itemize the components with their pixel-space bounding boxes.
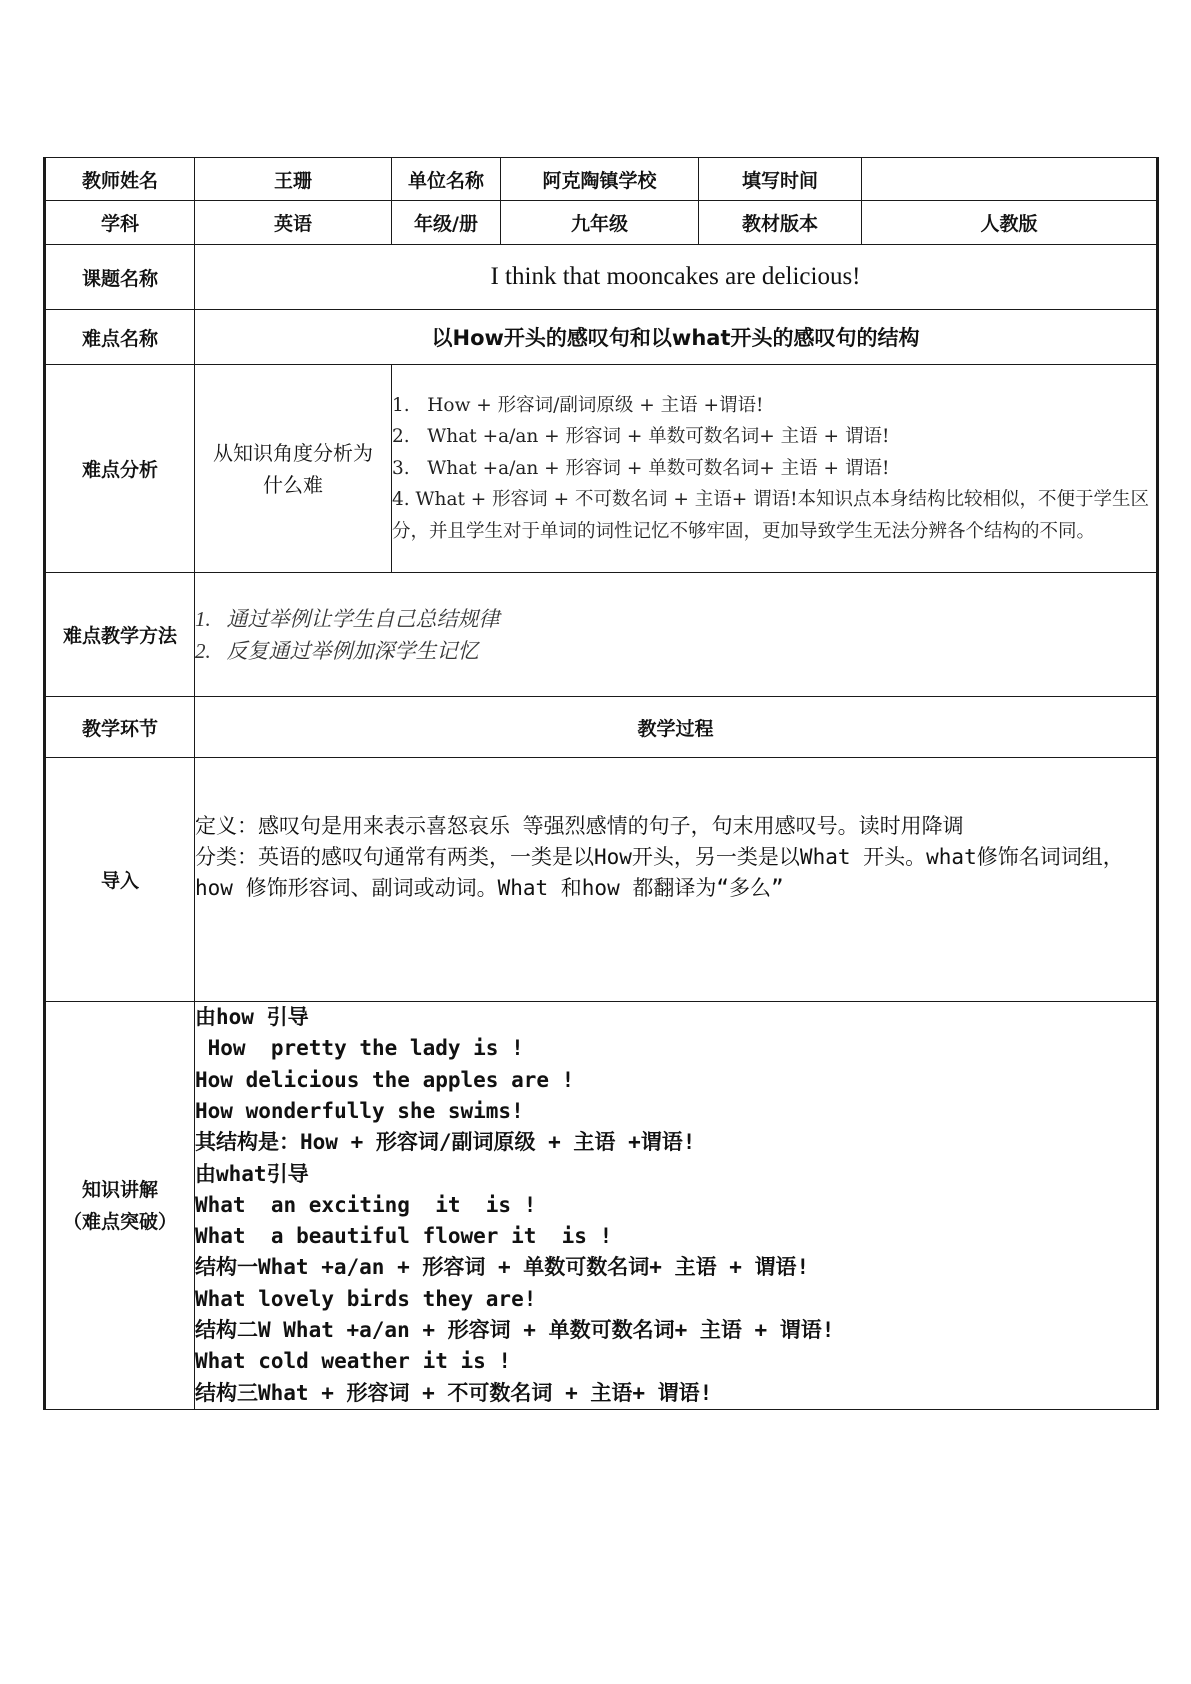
analysis-row [45, 365, 1158, 573]
knowledge-line: What lovely birds they are! [195, 1286, 537, 1311]
lesson-plan-table [43, 157, 1159, 1410]
teacher-name-label: 教师姓名 [45, 158, 195, 201]
unit-name-value: 阿克陶镇学校 [501, 158, 699, 201]
teaching-stage-label: 教学环节 [45, 697, 195, 758]
analysis-line-1: 1. How + 形容词/副词原级 + 主语 +谓语! [392, 394, 764, 416]
topic-row [45, 245, 1158, 310]
knowledge-line: How wonderfully she swims! [195, 1098, 524, 1123]
analysis-line-4: 4. What + 形容词 + 不可数名词 + 主语+ 谓语!本知识点本身结构比较相似，不便于学生区分，并且学生对于单词的词性记忆不够牢固，更加导致学生无法分辨各个结构的不同。 [392, 489, 1150, 542]
knowledge-content [195, 1002, 1158, 1410]
knowledge-line: How delicious the apples are ! [195, 1067, 575, 1092]
grade-label: 年级/册 [392, 201, 501, 245]
analysis-content [392, 365, 1158, 573]
unit-name-label: 单位名称 [392, 158, 501, 201]
knowledge-label [45, 1002, 195, 1410]
subject-value: 英语 [195, 201, 392, 245]
knowledge-line: 结构一What +a/an + 形容词 + 单数可数名词+ 主语 + 谓语! [195, 1255, 810, 1280]
topic-value: I think that mooncakes are delicious! [195, 245, 1158, 310]
knowledge-line: 结构二W What +a/an + 形容词 + 单数可数名词+ 主语 + 谓语! [195, 1318, 835, 1343]
method-item-2: 2. 反复通过举例加深学生记忆 [195, 638, 479, 663]
intro-label: 导入 [45, 758, 195, 1002]
intro-definition: 定义：感叹句是用来表示喜怒哀乐 等强烈感情的句子，句末用感叹号。读时用降调 [195, 814, 964, 838]
knowledge-line: 结构三What + 形容词 + 不可数名词 + 主语+ 谓语! [195, 1380, 713, 1405]
knowledge-label-line-1: 知识讲解 [81, 1178, 158, 1201]
knowledge-line: What an exciting it is ! [195, 1192, 537, 1217]
difficulty-row [45, 310, 1158, 365]
textbook-edition-value: 人教版 [862, 201, 1158, 245]
knowledge-line: What cold weather it is ! [195, 1349, 512, 1374]
process-header-row [45, 697, 1158, 758]
fill-date-label: 填写时间 [699, 158, 862, 201]
difficulty-value: 以How开头的感叹句和以what开头的感叹句的结构 [195, 310, 1158, 365]
method-item-1: 1. 通过举例让学生自己总结规律 [195, 606, 500, 631]
subject-label: 学科 [45, 201, 195, 245]
fill-date-value [862, 158, 1158, 201]
knowledge-line: 由how 引导 [195, 1005, 309, 1030]
knowledge-label-line-2: （难点突破） [62, 1210, 177, 1233]
knowledge-line: How pretty the lady is ! [195, 1036, 524, 1061]
analysis-line-2: 2. What +a/an + 形容词 + 单数可数名词+ 主语 + 谓语! [392, 426, 890, 448]
methods-content [195, 573, 1158, 697]
analysis-sub-label-line-2: 什么难 [263, 472, 323, 497]
methods-row [45, 573, 1158, 697]
analysis-label: 难点分析 [45, 365, 195, 573]
header-row-1 [45, 158, 1158, 201]
intro-classification: 分类：英语的感叹句通常有两类，一类是以How开头，另一类是以What 开头。what修饰名词词组，how 修饰形容词、副词或动词。What 和how 都翻译为“多么” [195, 845, 1124, 900]
analysis-sub-label-line-1: 从知识角度分析为 [213, 440, 373, 465]
grade-value: 九年级 [501, 201, 699, 245]
knowledge-line: 由what引导 [195, 1161, 309, 1186]
difficulty-label: 难点名称 [45, 310, 195, 365]
knowledge-line: 其结构是：How + 形容词/副词原级 + 主语 +谓语! [195, 1130, 696, 1155]
intro-content [195, 758, 1158, 1002]
analysis-sub-label [195, 365, 392, 573]
methods-label: 难点教学方法 [45, 573, 195, 697]
textbook-edition-label: 教材版本 [699, 201, 862, 245]
lesson-plan-sheet [43, 157, 1156, 1410]
knowledge-line: What a beautiful flower it is ! [195, 1224, 613, 1249]
knowledge-row [45, 1002, 1158, 1410]
teacher-name-value: 王珊 [195, 158, 392, 201]
intro-row [45, 758, 1158, 1002]
teaching-process-label: 教学过程 [195, 697, 1158, 758]
analysis-line-3: 3. What +a/an + 形容词 + 单数可数名词+ 主语 + 谓语! [392, 457, 890, 479]
header-row-2 [45, 201, 1158, 245]
topic-label: 课题名称 [45, 245, 195, 310]
